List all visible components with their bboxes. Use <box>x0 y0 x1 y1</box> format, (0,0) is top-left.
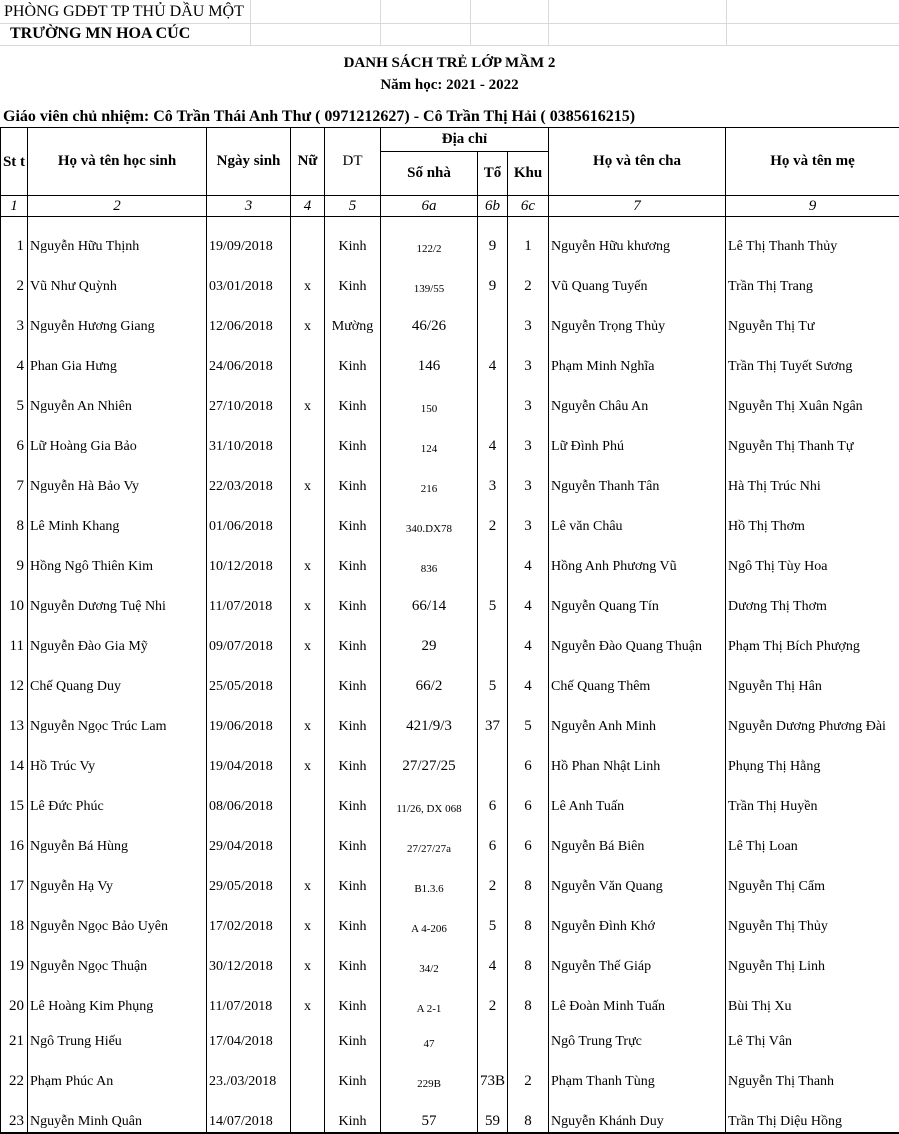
table-row <box>1 537 899 577</box>
cell-area: 5 <box>508 697 549 737</box>
cell-stt: 22 <box>1 1052 28 1092</box>
cell-group: 9 <box>478 217 508 258</box>
cell-female: x <box>291 937 325 977</box>
cell-stt: 3 <box>1 297 28 337</box>
cell-group <box>478 297 508 337</box>
cell-area: 2 <box>508 1052 549 1092</box>
cell-area <box>508 1017 549 1052</box>
cell-mother: Nguyễn Dương Phương Đài <box>726 697 899 737</box>
table-row <box>1 817 899 857</box>
col-dob: Ngày sinh <box>207 128 291 196</box>
cell-student-name: Nguyễn Ngọc Bảo Uyên <box>28 897 207 937</box>
cell-house-number: A 2-1 <box>381 977 478 1017</box>
cell-stt: 15 <box>1 777 28 817</box>
cell-area: 3 <box>508 377 549 417</box>
cell-female: x <box>291 977 325 1017</box>
cell-stt: 18 <box>1 897 28 937</box>
cell-area: 4 <box>508 617 549 657</box>
cell-mother: Trần Thị Trang <box>726 257 899 297</box>
department-name: PHÒNG GDĐT TP THỦ DẦU MỘT <box>4 3 244 21</box>
column-number: 6a <box>381 196 478 217</box>
cell-student-name: Phan Gia Hưng <box>28 337 207 377</box>
cell-ethnic: Kinh <box>325 697 381 737</box>
cell-dob: 09/07/2018 <box>207 617 291 657</box>
cell-student-name: Lê Đức Phúc <box>28 777 207 817</box>
cell-female: x <box>291 617 325 657</box>
table-row <box>1 777 899 817</box>
col-stt: St t <box>1 128 28 196</box>
column-number: 6c <box>508 196 549 217</box>
table-row <box>1 977 899 1017</box>
cell-area: 1 <box>508 217 549 258</box>
cell-area: 8 <box>508 977 549 1017</box>
cell-father: Lữ Đình Phú <box>549 417 726 457</box>
cell-ethnic: Kinh <box>325 377 381 417</box>
table-row <box>1 297 899 337</box>
cell-ethnic: Kinh <box>325 417 381 457</box>
cell-area: 2 <box>508 257 549 297</box>
cell-group: 2 <box>478 497 508 537</box>
column-number: 9 <box>726 196 899 217</box>
cell-female: x <box>291 897 325 937</box>
cell-mother: Nguyễn Thị Hân <box>726 657 899 697</box>
cell-female <box>291 817 325 857</box>
cell-student-name: Ngô Trung Hiếu <box>28 1017 207 1052</box>
cell-father: Nguyễn Văn Quang <box>549 857 726 897</box>
cell-student-name: Lê Minh Khang <box>28 497 207 537</box>
cell-area: 4 <box>508 657 549 697</box>
cell-house-number: 11/26, DX 068 <box>381 777 478 817</box>
cell-student-name: Nguyễn Ngọc Trúc Lam <box>28 697 207 737</box>
cell-student-name: Nguyễn An Nhiên <box>28 377 207 417</box>
cell-area: 8 <box>508 1092 549 1133</box>
col-area: Khu <box>508 152 549 196</box>
cell-stt: 23 <box>1 1092 28 1133</box>
cell-dob: 08/06/2018 <box>207 777 291 817</box>
cell-area: 4 <box>508 537 549 577</box>
cell-female <box>291 1092 325 1133</box>
cell-group: 5 <box>478 897 508 937</box>
table-row <box>1 737 899 777</box>
cell-dob: 24/06/2018 <box>207 337 291 377</box>
cell-mother: Nguyễn Thị Cẩm <box>726 857 899 897</box>
cell-dob: 25/05/2018 <box>207 657 291 697</box>
cell-student-name: Lữ Hoàng Gia Bảo <box>28 417 207 457</box>
homeroom-teachers: Giáo viên chủ nhiệm: Cô Trần Thái Anh Thư ( 0971212627) - Cô Trần Thị Hải ( 0385616215) <box>3 108 635 126</box>
cell-dob: 12/06/2018 <box>207 297 291 337</box>
cell-student-name: Nguyễn Đào Gia Mỹ <box>28 617 207 657</box>
cell-house-number: 27/27/25 <box>381 737 478 777</box>
cell-dob: 11/07/2018 <box>207 577 291 617</box>
cell-mother: Lê Thị Vân <box>726 1017 899 1052</box>
cell-dob: 31/10/2018 <box>207 417 291 457</box>
cell-father: Hồng Anh Phương Vũ <box>549 537 726 577</box>
cell-area: 6 <box>508 777 549 817</box>
column-number: 6b <box>478 196 508 217</box>
cell-mother: Nguyễn Thị Thanh <box>726 1052 899 1092</box>
cell-stt: 2 <box>1 257 28 297</box>
col-student-name: Họ và tên học sinh <box>28 128 207 196</box>
table-row <box>1 257 899 297</box>
cell-house-number: 421/9/3 <box>381 697 478 737</box>
cell-group: 6 <box>478 817 508 857</box>
cell-stt: 12 <box>1 657 28 697</box>
cell-stt: 13 <box>1 697 28 737</box>
cell-group: 2 <box>478 977 508 1017</box>
table-row <box>1 457 899 497</box>
cell-student-name: Hồng Ngô Thiên Kim <box>28 537 207 577</box>
cell-ethnic: Kinh <box>325 737 381 777</box>
cell-stt: 4 <box>1 337 28 377</box>
cell-student-name: Lê Hoàng Kim Phụng <box>28 977 207 1017</box>
cell-dob: 30/12/2018 <box>207 937 291 977</box>
table-row <box>1 577 899 617</box>
table-row <box>1 1017 899 1052</box>
cell-dob: 22/03/2018 <box>207 457 291 497</box>
cell-ethnic: Kinh <box>325 817 381 857</box>
cell-student-name: Phạm Phúc An <box>28 1052 207 1092</box>
cell-stt: 1 <box>1 217 28 258</box>
cell-mother: Lê Thị Thanh Thủy <box>726 217 899 258</box>
cell-area: 3 <box>508 417 549 457</box>
table-row <box>1 657 899 697</box>
cell-group: 59 <box>478 1092 508 1133</box>
cell-female <box>291 497 325 537</box>
cell-stt: 17 <box>1 857 28 897</box>
cell-group: 6 <box>478 777 508 817</box>
cell-area: 8 <box>508 897 549 937</box>
table-row <box>1 497 899 537</box>
cell-stt: 21 <box>1 1017 28 1052</box>
cell-stt: 20 <box>1 977 28 1017</box>
cell-house-number: 66/2 <box>381 657 478 697</box>
cell-stt: 7 <box>1 457 28 497</box>
cell-group: 5 <box>478 577 508 617</box>
cell-ethnic: Kinh <box>325 577 381 617</box>
table-row <box>1 617 899 657</box>
cell-mother: Lê Thị Loan <box>726 817 899 857</box>
cell-mother: Hồ Thị Thơm <box>726 497 899 537</box>
school-name: TRƯỜNG MN HOA CÚC <box>10 25 190 43</box>
cell-area: 6 <box>508 817 549 857</box>
cell-dob: 11/07/2018 <box>207 977 291 1017</box>
cell-mother: Bùi Thị Xu <box>726 977 899 1017</box>
cell-ethnic: Mường <box>325 297 381 337</box>
cell-father: Chế Quang Thêm <box>549 657 726 697</box>
cell-ethnic: Kinh <box>325 937 381 977</box>
cell-female <box>291 777 325 817</box>
cell-house-number: 836 <box>381 537 478 577</box>
cell-house-number: 139/55 <box>381 257 478 297</box>
cell-student-name: Nguyễn Dương Tuệ Nhi <box>28 577 207 617</box>
cell-mother: Trần Thị Tuyết Sương <box>726 337 899 377</box>
cell-father: Nguyễn Thế Giáp <box>549 937 726 977</box>
cell-stt: 11 <box>1 617 28 657</box>
cell-group: 4 <box>478 337 508 377</box>
cell-group <box>478 1017 508 1052</box>
cell-house-number: A 4-206 <box>381 897 478 937</box>
cell-student-name: Chế Quang Duy <box>28 657 207 697</box>
cell-mother: Nguyễn Thị Xuân Ngân <box>726 377 899 417</box>
cell-father: Nguyễn Châu An <box>549 377 726 417</box>
cell-female <box>291 1017 325 1052</box>
cell-female: x <box>291 857 325 897</box>
student-table <box>0 127 899 1134</box>
cell-group: 4 <box>478 937 508 977</box>
table-row <box>1 217 899 258</box>
cell-father: Hồ Phan Nhật Linh <box>549 737 726 777</box>
cell-mother: Hà Thị Trúc Nhi <box>726 457 899 497</box>
cell-area: 4 <box>508 577 549 617</box>
cell-female: x <box>291 537 325 577</box>
cell-ethnic: Kinh <box>325 1017 381 1052</box>
cell-group: 5 <box>478 657 508 697</box>
cell-mother: Nguyễn Thị Linh <box>726 937 899 977</box>
cell-stt: 6 <box>1 417 28 457</box>
cell-stt: 10 <box>1 577 28 617</box>
column-number: 3 <box>207 196 291 217</box>
cell-group <box>478 617 508 657</box>
cell-group <box>478 737 508 777</box>
cell-student-name: Nguyễn Hương Giang <box>28 297 207 337</box>
cell-father: Nguyễn Anh Minh <box>549 697 726 737</box>
col-address: Địa chỉ <box>381 128 549 152</box>
cell-student-name: Hồ Trúc Vy <box>28 737 207 777</box>
cell-house-number: 46/26 <box>381 297 478 337</box>
cell-dob: 01/06/2018 <box>207 497 291 537</box>
cell-dob: 19/09/2018 <box>207 217 291 258</box>
cell-father: Nguyễn Hữu khương <box>549 217 726 258</box>
cell-area: 3 <box>508 457 549 497</box>
cell-house-number: 229B <box>381 1052 478 1092</box>
cell-father: Lê Anh Tuấn <box>549 777 726 817</box>
col-female: Nữ <box>291 128 325 196</box>
cell-ethnic: Kinh <box>325 497 381 537</box>
cell-group: 37 <box>478 697 508 737</box>
cell-female <box>291 417 325 457</box>
cell-ethnic: Kinh <box>325 457 381 497</box>
cell-father: Phạm Thanh Tùng <box>549 1052 726 1092</box>
table-row <box>1 377 899 417</box>
cell-dob: 29/05/2018 <box>207 857 291 897</box>
cell-ethnic: Kinh <box>325 537 381 577</box>
table-row <box>1 697 899 737</box>
cell-father: Phạm Minh Nghĩa <box>549 337 726 377</box>
cell-female: x <box>291 257 325 297</box>
cell-house-number: 124 <box>381 417 478 457</box>
cell-father: Nguyễn Đình Khớ <box>549 897 726 937</box>
cell-dob: 19/04/2018 <box>207 737 291 777</box>
cell-dob: 03/01/2018 <box>207 257 291 297</box>
column-number: 7 <box>549 196 726 217</box>
cell-student-name: Nguyễn Ngọc Thuận <box>28 937 207 977</box>
cell-dob: 17/02/2018 <box>207 897 291 937</box>
cell-student-name: Nguyễn Hạ Vy <box>28 857 207 897</box>
col-group: Tổ <box>478 152 508 196</box>
cell-father: Nguyễn Khánh Duy <box>549 1092 726 1133</box>
column-number: 4 <box>291 196 325 217</box>
cell-female <box>291 657 325 697</box>
cell-student-name: Nguyễn Hữu Thịnh <box>28 217 207 258</box>
table-row <box>1 417 899 457</box>
cell-group: 9 <box>478 257 508 297</box>
column-number: 1 <box>1 196 28 217</box>
column-number: 5 <box>325 196 381 217</box>
cell-ethnic: Kinh <box>325 617 381 657</box>
cell-area: 3 <box>508 497 549 537</box>
cell-area: 8 <box>508 937 549 977</box>
cell-group: 73B <box>478 1052 508 1092</box>
cell-female: x <box>291 457 325 497</box>
cell-father: Nguyễn Đào Quang Thuận <box>549 617 726 657</box>
cell-female <box>291 217 325 258</box>
table-row <box>1 337 899 377</box>
cell-mother: Phụng Thị Hằng <box>726 737 899 777</box>
cell-house-number: 150 <box>381 377 478 417</box>
cell-student-name: Nguyễn Bá Hùng <box>28 817 207 857</box>
cell-house-number: 27/27/27a <box>381 817 478 857</box>
cell-stt: 19 <box>1 937 28 977</box>
col-house-number: Số nhà <box>381 152 478 196</box>
cell-father: Nguyễn Quang Tín <box>549 577 726 617</box>
table-row <box>1 1092 899 1133</box>
cell-ethnic: Kinh <box>325 257 381 297</box>
cell-mother: Dương Thị Thơm <box>726 577 899 617</box>
cell-area: 8 <box>508 857 549 897</box>
cell-ethnic: Kinh <box>325 337 381 377</box>
column-number-row <box>1 196 899 217</box>
cell-dob: 23./03/2018 <box>207 1052 291 1092</box>
cell-student-name: Nguyễn Minh Quân <box>28 1092 207 1133</box>
cell-house-number: 340.DX78 <box>381 497 478 537</box>
cell-area: 3 <box>508 337 549 377</box>
cell-dob: 17/04/2018 <box>207 1017 291 1052</box>
cell-mother: Trần Thị Huyền <box>726 777 899 817</box>
cell-area: 3 <box>508 297 549 337</box>
cell-house-number: 216 <box>381 457 478 497</box>
cell-female: x <box>291 297 325 337</box>
table-row <box>1 897 899 937</box>
cell-student-name: Nguyễn Hà Bảo Vy <box>28 457 207 497</box>
cell-ethnic: Kinh <box>325 857 381 897</box>
cell-group <box>478 537 508 577</box>
cell-stt: 5 <box>1 377 28 417</box>
cell-father: Ngô Trung Trực <box>549 1017 726 1052</box>
table-row <box>1 1052 899 1092</box>
cell-house-number: 29 <box>381 617 478 657</box>
cell-father: Nguyễn Trọng Thủy <box>549 297 726 337</box>
cell-group: 4 <box>478 417 508 457</box>
cell-group: 3 <box>478 457 508 497</box>
cell-student-name: Vũ Như Quỳnh <box>28 257 207 297</box>
table-row <box>1 857 899 897</box>
cell-mother: Nguyễn Thị Thủy <box>726 897 899 937</box>
cell-house-number: 57 <box>381 1092 478 1133</box>
cell-dob: 14/07/2018 <box>207 1092 291 1133</box>
col-mother: Họ và tên mẹ <box>726 128 899 196</box>
cell-dob: 29/04/2018 <box>207 817 291 857</box>
cell-mother: Nguyễn Thị Tư <box>726 297 899 337</box>
cell-dob: 27/10/2018 <box>207 377 291 417</box>
cell-father: Vũ Quang Tuyến <box>549 257 726 297</box>
cell-ethnic: Kinh <box>325 1092 381 1133</box>
cell-mother: Phạm Thị Bích Phượng <box>726 617 899 657</box>
table-row <box>1 937 899 977</box>
cell-female <box>291 337 325 377</box>
cell-stt: 16 <box>1 817 28 857</box>
col-father: Họ và tên cha <box>549 128 726 196</box>
cell-father: Nguyễn Bá Biên <box>549 817 726 857</box>
cell-female <box>291 1052 325 1092</box>
cell-house-number: 66/14 <box>381 577 478 617</box>
column-number: 2 <box>28 196 207 217</box>
cell-ethnic: Kinh <box>325 777 381 817</box>
cell-female: x <box>291 577 325 617</box>
cell-house-number: 47 <box>381 1017 478 1052</box>
cell-ethnic: Kinh <box>325 897 381 937</box>
document-title: DANH SÁCH TRẺ LỚP MẦM 2 <box>0 55 899 72</box>
cell-dob: 19/06/2018 <box>207 697 291 737</box>
cell-female: x <box>291 377 325 417</box>
cell-house-number: 146 <box>381 337 478 377</box>
cell-group: 2 <box>478 857 508 897</box>
cell-ethnic: Kinh <box>325 217 381 258</box>
cell-area: 6 <box>508 737 549 777</box>
cell-stt: 8 <box>1 497 28 537</box>
cell-house-number: B1.3.6 <box>381 857 478 897</box>
cell-dob: 10/12/2018 <box>207 537 291 577</box>
cell-stt: 9 <box>1 537 28 577</box>
cell-female: x <box>291 737 325 777</box>
cell-stt: 14 <box>1 737 28 777</box>
cell-house-number: 34/2 <box>381 937 478 977</box>
cell-ethnic: Kinh <box>325 657 381 697</box>
cell-father: Nguyễn Thanh Tân <box>549 457 726 497</box>
cell-ethnic: Kinh <box>325 1052 381 1092</box>
cell-mother: Ngô Thị Tùy Hoa <box>726 537 899 577</box>
cell-house-number: 122/2 <box>381 217 478 258</box>
school-year: Năm học: 2021 - 2022 <box>0 77 899 94</box>
cell-mother: Nguyễn Thị Thanh Tự <box>726 417 899 457</box>
cell-father: Lê văn Châu <box>549 497 726 537</box>
cell-female: x <box>291 697 325 737</box>
col-ethnic: DT <box>325 128 381 196</box>
cell-mother: Trần Thị Diệu Hồng <box>726 1092 899 1133</box>
cell-father: Lê Đoàn Minh Tuấn <box>549 977 726 1017</box>
cell-group <box>478 377 508 417</box>
cell-ethnic: Kinh <box>325 977 381 1017</box>
